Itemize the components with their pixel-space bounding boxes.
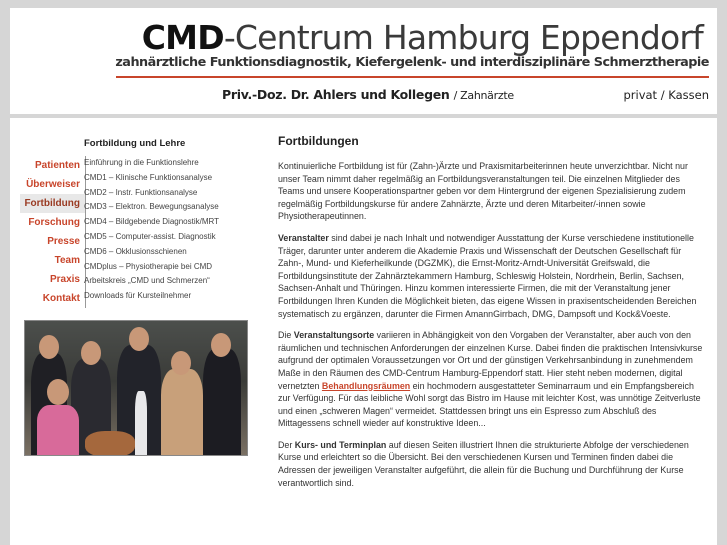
schedule-paragraph [278,439,705,489]
insurance-info: privat / Kassen [623,88,709,102]
schedule-text: auf diesen Seiten illustriert Ihnen die strukturierte Abfolge der verschiedenen Kurse und erleichtert so die Übersicht. Bei den verschiedenen Kursen und Terminen finden dabei die Adressen der jeweiligen Veranstalter aufgeführt, die allein für die Buchung und Durchführung der Kurse verantwortlich sind. [278,439,689,488]
subnav-item[interactable]: CMD3 – Elektron. Bewegungsanalyse [84,202,219,212]
team-photo [24,320,248,456]
site-logo[interactable] [142,18,703,57]
organizers-heading: Veranstalter [278,232,329,243]
nav-item-forschung[interactable]: Forschung [28,217,80,228]
brand-bold: CMD [141,18,224,57]
venues-paragraph [278,329,705,430]
schedule-prefix: Der [278,439,295,450]
nav-item-fortbildung[interactable]: Fortbildung [20,194,85,213]
nav-item-presse[interactable]: Presse [47,236,80,247]
nav-item-praxis[interactable]: Praxis [49,274,80,285]
sub-nav [84,156,244,304]
doctors-suffix: / Zahnärzte [453,89,514,102]
subnav-item[interactable]: CMD5 – Computer-assist. Diagnostik [84,231,216,241]
intro-paragraph: Kontinuierliche Fortbildung ist für (Zahn-)Ärzte und Praxismitarbeiterinnen heute unverzichtbar. Nicht nur unser Team nimmt daher regelmäßig an Fortbildungsveranstaltungen teil. Die einzelnen Mitglieder des Teams und unsere Kooperationspartner geben vor dem Hintergrund der eigenen Spezialisierung zudem regelmäßig Fortbildungskurse für andere Zahnärzte, Ärzte und deren Mitarbeiter/-innen sowie Physiotherapeutinnen. [278,161,688,222]
treatment-rooms-link[interactable]: Behandlungsräumen [321,380,411,391]
nav-item-team[interactable]: Team [54,255,80,266]
subnav-item[interactable]: CMD4 – Bildgebende Diagnostik/MRT [84,217,220,227]
subnav-title: Fortbildung und Lehre [84,138,186,149]
subnav-item[interactable]: Arbeitskreis „CMD und Schmerzen“ [84,276,210,286]
practice-doctors [222,87,514,102]
main-panel [10,118,717,545]
venues-heading: Veranstaltungsorte [293,330,375,341]
subnav-item[interactable]: CMDplus – Physiotherapie bei CMD [84,261,213,271]
organizers-paragraph [278,232,705,320]
nav-item-überweiser[interactable]: Überweiser [26,179,80,190]
organizers-text: sind dabei je nach Inhalt und notwendiger Ausstattung der Kurse verschiedene institutionelle Träger, darunter unter anderem die Akademie Praxis und Wissenschaft der Deutschen Gesellschaft für Zahn-, Mund- und Kieferheilkunde (DGZMK), die Ernst-Moritz-Arndt-Universität Greifswald, die Fortbildungsinstitute der Zahnärztekammern Hamburg, Schleswig Holstein, Nordrhein, Berlin, Sachsen, Sachsen-Anhalt und Thüringen. Hinzu kommen interessierte Firmen, die mit der Veranstaltung jener Fortbildungen Ihren Kunden die Möglichkeit bieten, das eigene Wissen in praxisentscheidenden Bereichen systematisch zu ergänzen, darunter die Firmen AmannGirrbach, DMG, Dampsoft und Kock&Voeste. [278,232,697,319]
schedule-heading: Kurs- und Terminplan [294,439,387,450]
header-divider [116,76,709,78]
nav-item-kontakt[interactable]: Kontakt [42,293,80,304]
nav-item-patienten[interactable]: Patienten [34,160,80,171]
subnav-item[interactable]: CMD1 – Klinische Funktionsanalyse [84,172,213,182]
venues-text-b: ein hochmodern ausgestatteter Seminarraum und ein Empfangsbereich zur Verfügung. Für das leibliche Wohl sorgt das Bistro im Hause mit leichter Kost, was unnötige Zeitverluste und einen „schweren Magen“ vermeidet. Stattdessen bringt uns ein Espresso zum Abschluß des Mittagessens schnell wieder auf konstruktive Ideen... [278,380,701,429]
subnav-item[interactable]: Einführung in die Funktionslehre [84,158,199,167]
doctors-name: Priv.-Doz. Dr. Ahlers und Kollegen [222,87,450,102]
subnav-item[interactable]: CMD2 – Instr. Funktionsanalyse [84,187,198,197]
subnav-item[interactable]: CMD6 – Okklusionsschienen [84,246,187,256]
page-title: Fortbildungen [278,134,359,148]
main-content [278,134,705,498]
site-header [10,8,717,114]
venues-text-a: variieren in Abhängigkeit von den Vorgaben der Veranstalter, aber auch von den räumlichen und technischen Anforderungen der einzelnen Kurse. Dabei finden die praktischen Intensivkurse aufgrund der optimalen Voraussetzungen vor Ort und der günstigen Verkehrsanbindung in zunehmendem Maße in den Räumen des CMD-Centrum Hamburg-Eppendorf statt. Hier steht neben modernen, digital vernetzten [278,330,703,391]
subnav-item[interactable]: Downloads für Kursteilnehmer [84,291,192,301]
brand-rest: -Centrum Hamburg Eppendorf [223,18,703,57]
venues-prefix: Die [278,330,294,341]
site-tagline: zahnärztliche Funktionsdiagnostik, Kiefergelenk- und interdisziplinäre Schmerztherapie [115,55,709,70]
main-nav [20,156,86,308]
